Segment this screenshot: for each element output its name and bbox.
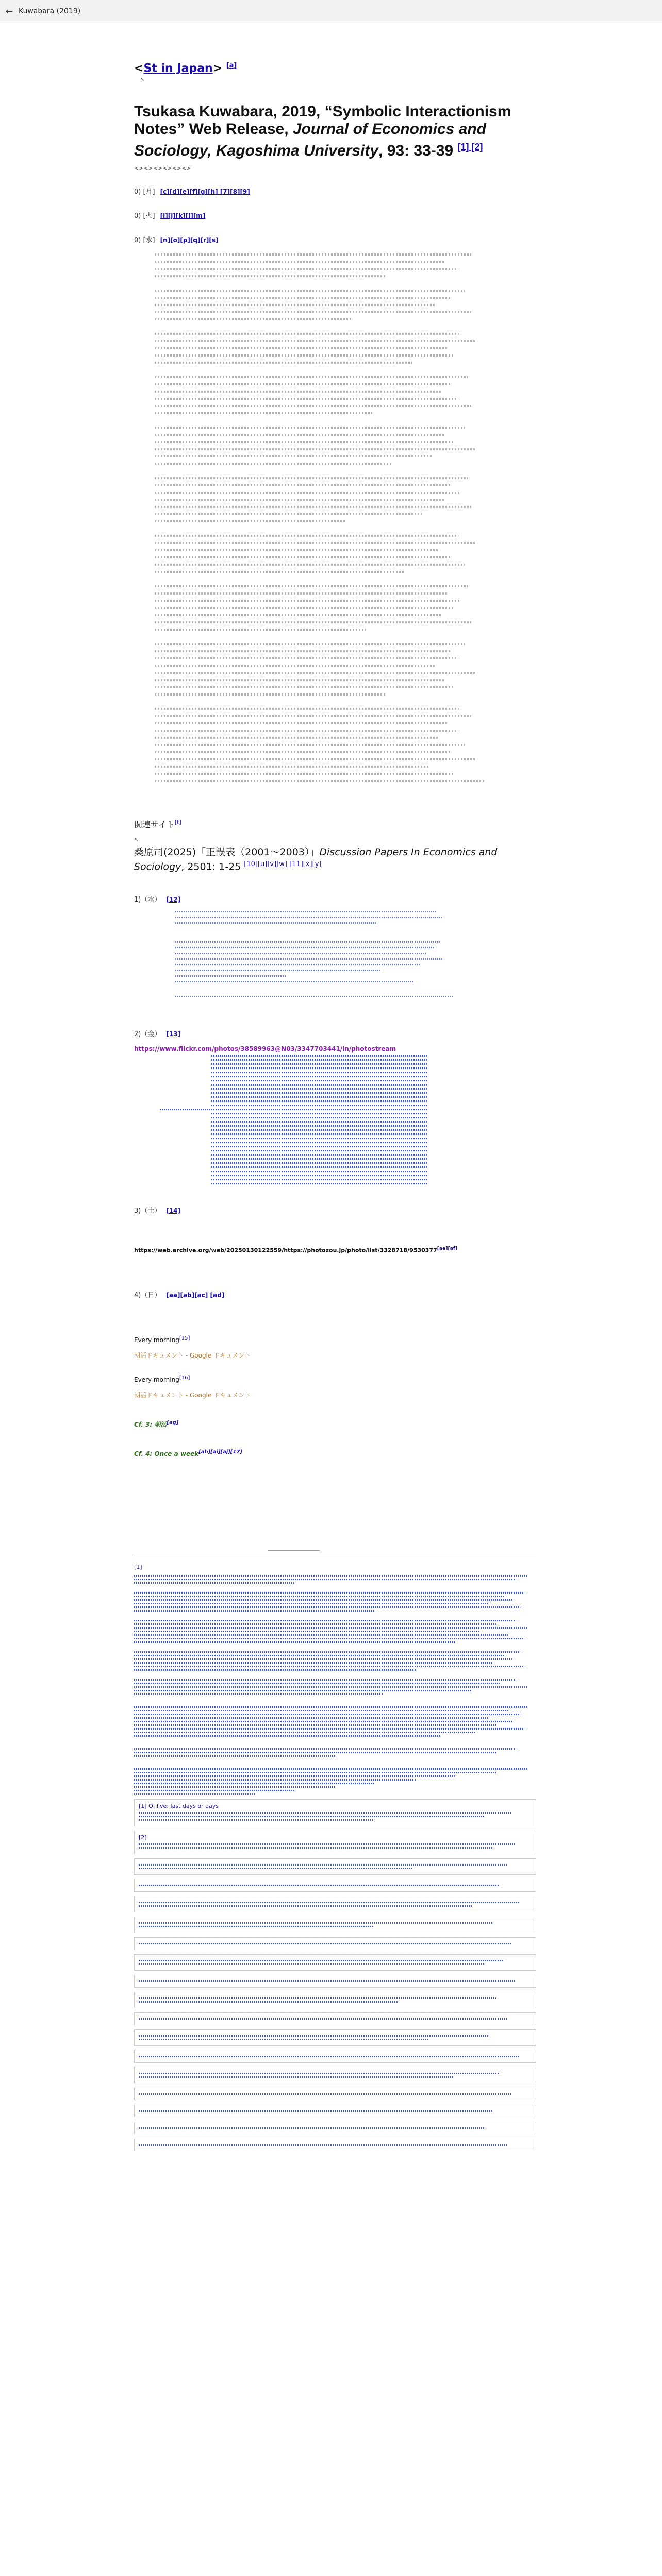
citation-journal: Journal of Economics and Sociology, Kagoshima University [134, 121, 486, 160]
section-row [134, 210, 536, 220]
section-number: 0) [月] [134, 188, 155, 196]
ref-label[interactable]: [1] [134, 1564, 142, 1571]
google-doc-link[interactable]: 朝活ドキュメント - Google ドキュメント [134, 1352, 251, 1360]
subsection-link[interactable]: [13] [166, 1030, 181, 1038]
cf-label: Cf. 3: 朝活 [134, 1421, 167, 1429]
subsection-row [134, 1028, 536, 1038]
references-list [134, 1564, 536, 1795]
small-nav: <><><><><><> [134, 165, 191, 172]
citation-sups[interactable]: [1] [2] [457, 142, 483, 152]
google-doc-link[interactable]: 朝活ドキュメント - Google ドキュメント [134, 1392, 251, 1399]
ref-box-label[interactable]: [1] Q: live: last days or days [139, 1803, 219, 1810]
reference-box[interactable] [134, 1831, 536, 1854]
cf-sup[interactable]: [ah][ai][aj][17] [198, 1449, 242, 1455]
citation-author: Tsukasa Kuwabara, 2019, “Symbolic Interactionism Notes” Web Release, [134, 103, 511, 138]
subsection-number: 1)（水） [134, 895, 161, 904]
reference-box[interactable] [134, 2050, 536, 2063]
subsection-link[interactable]: [aa][ab][ac] [ad] [166, 1292, 225, 1299]
divider-short [268, 1550, 320, 1551]
reference-box[interactable] [134, 1917, 536, 1933]
subsection-row [134, 894, 536, 904]
reference-box[interactable] [134, 1937, 536, 1950]
morning-label: Every morning [134, 1376, 179, 1384]
window-title: Kuwabara (2019) [19, 7, 81, 15]
section-row [134, 186, 536, 196]
link-list[interactable] [175, 911, 454, 997]
ref-box-label[interactable]: [2] [139, 1834, 147, 1841]
reference-box[interactable] [134, 2139, 536, 2151]
reference-box[interactable] [134, 1799, 536, 1826]
archive-url[interactable]: https://web.archive.org/web/20250130122559/https://photozou.jp/photo/list/3328718/9530377 [134, 1247, 437, 1254]
subsection-number: 2)（金） [134, 1030, 161, 1038]
related-item-name: 桑原司(2025)「正誤表（2001〜2003）」 [134, 846, 320, 858]
morning-row [134, 1375, 536, 1383]
subsection-number: 4)（日） [134, 1292, 161, 1300]
section-links[interactable]: [n][o][p][q][r][s] [160, 236, 219, 244]
bullet-marker: ↖ [140, 77, 145, 83]
subsection-link[interactable]: [12] [166, 895, 181, 903]
reference-item[interactable] [134, 1564, 536, 1571]
morning-row [134, 1335, 536, 1344]
subsection-link[interactable]: [14] [166, 1207, 181, 1214]
cf-label: Cf. 4: Once a week [134, 1450, 199, 1458]
subsection-number: 3)（土） [134, 1207, 161, 1215]
back-arrow-icon[interactable]: ← [5, 6, 13, 17]
breadcrumb-sup[interactable]: [a] [226, 62, 237, 70]
subsection-row [134, 1290, 536, 1299]
archive-link[interactable] [134, 1246, 536, 1254]
related-item-journal: Discussion Papers In Economics and Sociology [134, 846, 498, 873]
morning-sup[interactable]: [15] [179, 1335, 190, 1342]
bullet-note: ↖ [134, 837, 139, 843]
section-links[interactable]: [c][d][e][f][g][h] [7][8][9] [160, 188, 250, 196]
related-sup[interactable]: [t] [174, 819, 181, 826]
related-heading-text: 関連サイト [134, 820, 175, 830]
reference-box[interactable] [134, 1896, 536, 1912]
related-item-sups[interactable]: [10][u][v][w] [11][x][y] [244, 860, 322, 869]
breadcrumb: <St in Japan> [a] [134, 62, 237, 75]
section-number: 0) [火] [134, 212, 155, 221]
reference-box[interactable] [134, 2029, 536, 2046]
flickr-link[interactable]: https://www.flickr.com/photos/38589963@N03/3347703441/in/photostream [134, 1045, 396, 1053]
page-content [134, 62, 536, 2151]
section-row [134, 234, 536, 244]
reference-box[interactable] [134, 2067, 536, 2083]
section-number: 0) [水] [134, 236, 155, 245]
subsection-row [134, 1205, 536, 1215]
citation-pages: , 93: 33-39 [378, 142, 454, 160]
morning-sup[interactable]: [16] [179, 1375, 190, 1381]
related-item-title [134, 846, 536, 873]
reference-box[interactable] [134, 1879, 536, 1892]
reference-box[interactable] [134, 1954, 536, 1971]
cf-row [134, 1420, 536, 1429]
related-heading [134, 818, 536, 830]
reference-box[interactable] [134, 1975, 536, 1988]
window-titlebar [0, 0, 662, 23]
reference-box[interactable] [134, 2105, 536, 2117]
archive-sup[interactable]: [ae][af] [437, 1245, 458, 1251]
citation-heading [134, 103, 536, 160]
cf-row [134, 1449, 536, 1458]
related-item-pages: , 2501: 1-25 [181, 861, 241, 873]
reference-box[interactable] [134, 2122, 536, 2134]
reference-box[interactable] [134, 2012, 536, 2025]
reference-box[interactable] [134, 2088, 536, 2100]
cf-sup[interactable]: [ag] [167, 1420, 179, 1426]
reference-box[interactable] [134, 1858, 536, 1875]
morning-label: Every morning [134, 1336, 179, 1344]
section-links[interactable]: [i][j][k][l][m] [160, 212, 206, 220]
flickr-link-list[interactable] [211, 1055, 536, 1184]
body-text-block [155, 253, 485, 782]
breadcrumb-link[interactable]: St in Japan [143, 62, 213, 75]
reference-box[interactable] [134, 1992, 536, 2008]
